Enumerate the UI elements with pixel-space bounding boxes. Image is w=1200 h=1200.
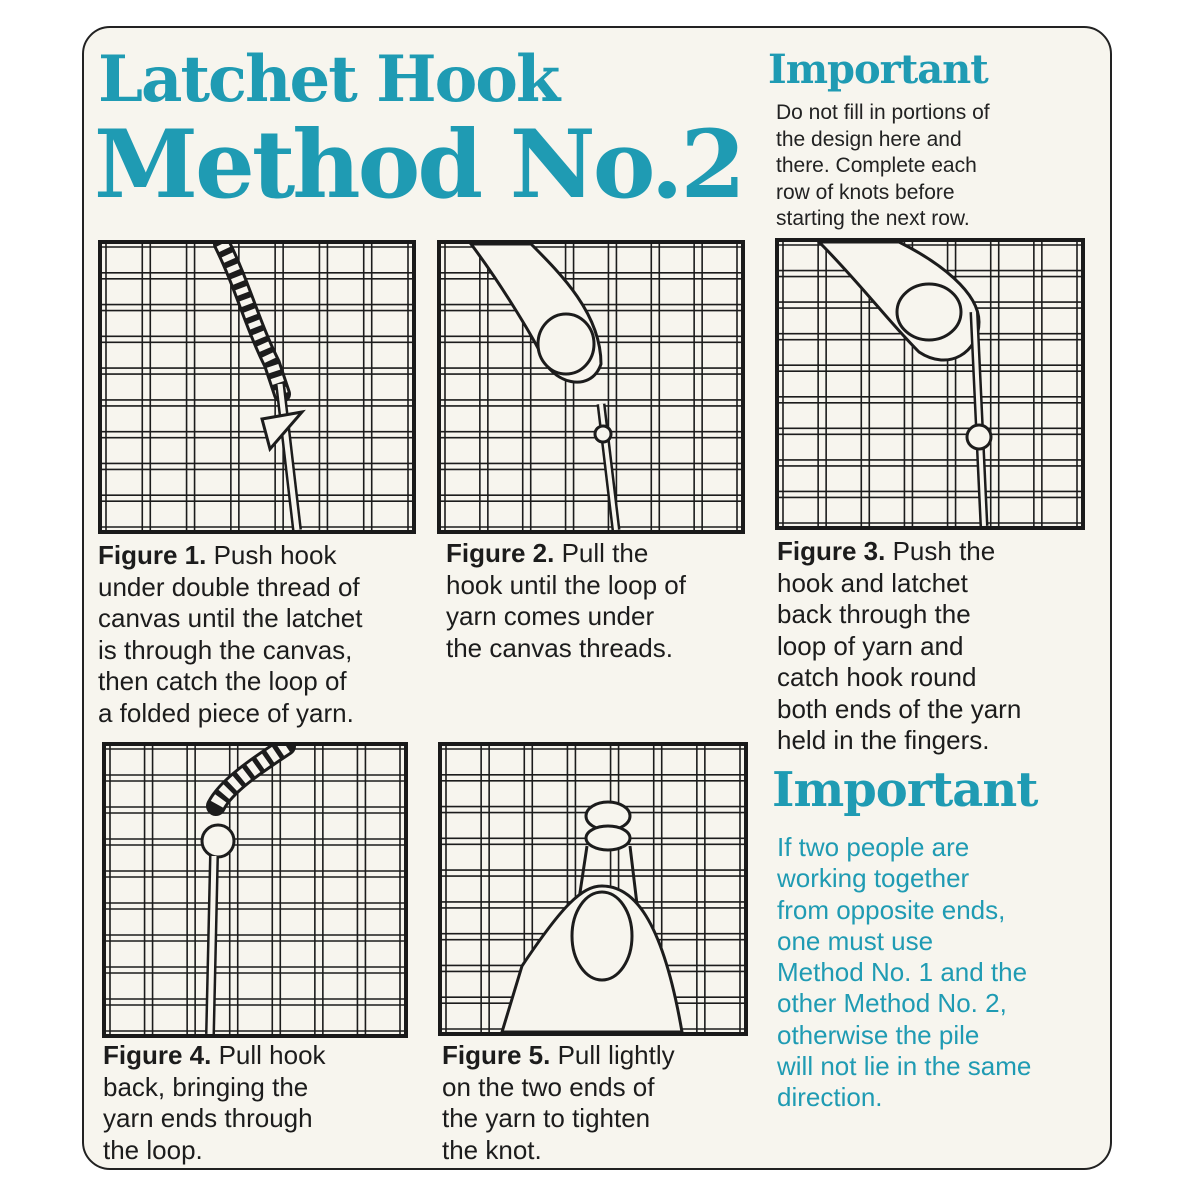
figure-1-text: Push hook under double thread of canvas until the latchet is through the canvas, then catch the loop of a folded piece of yarn. — [98, 540, 363, 728]
figure-1-label: Figure 1. — [98, 540, 207, 570]
figure-1-caption — [98, 540, 428, 729]
canvas-grid-tighten-knot-illustration — [442, 746, 744, 1032]
canvas-grid-pull-back-illustration — [106, 746, 404, 1034]
important-heading-top: Important — [768, 46, 988, 93]
figure-3-caption — [777, 536, 1097, 757]
title-line-2: Method No.2 — [94, 110, 743, 220]
figure-1-illustration — [98, 240, 416, 534]
figure-5-text: Pull lightly on the two ends of the yarn to tighten the knot. — [442, 1040, 675, 1165]
canvas-grid-hook-illustration — [102, 244, 412, 530]
figure-2-label: Figure 2. — [446, 538, 555, 568]
important-text-bottom: If two people are working together from opposite ends, one must use Method No. 1 and the other Method No. 2, otherwise the pile will not lie in the same direction. — [777, 832, 1032, 1113]
canvas-grid-hook-latchet-illustration — [779, 242, 1081, 526]
figure-4-label: Figure 4. — [103, 1040, 212, 1070]
figure-4-text: Pull hook back, bringing the yarn ends through the loop. — [103, 1040, 326, 1165]
figure-5-label: Figure 5. — [442, 1040, 551, 1070]
figure-2-caption — [446, 538, 756, 664]
figure-3-illustration — [775, 238, 1085, 530]
important-text-top: Do not fill in portions of the design here and there. Complete each row of knots before starting the next row. — [776, 101, 990, 230]
figure-5-illustration — [438, 742, 748, 1036]
title-line-1: Latchet Hook — [98, 42, 559, 117]
figure-5-caption — [442, 1040, 762, 1166]
figure-3-label: Figure 3. — [777, 536, 886, 566]
figure-4-caption — [103, 1040, 423, 1166]
figure-2-illustration — [437, 240, 745, 534]
figure-3-text: Push the hook and latchet back through the loop of yarn and catch hook round both ends of the yarn held in the fingers. — [777, 536, 1022, 755]
figure-2-text: Pull the hook until the loop of yarn comes under the canvas threads. — [446, 538, 686, 663]
important-heading-bottom: Important — [772, 762, 1038, 818]
canvas-grid-finger-illustration — [441, 244, 741, 530]
figure-4-illustration — [102, 742, 408, 1038]
